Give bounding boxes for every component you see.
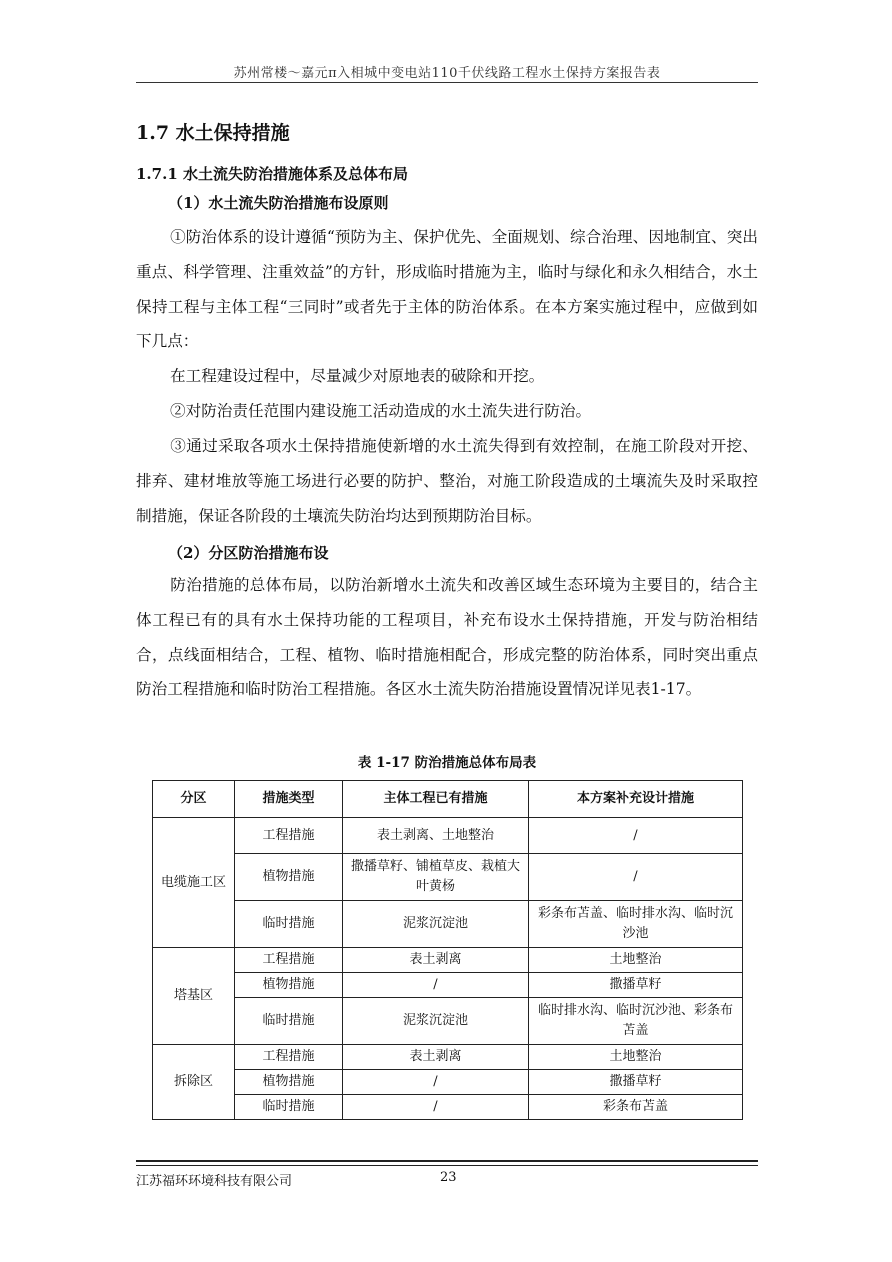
existing-cell: 表土剥离: [343, 948, 529, 973]
measures-table: [152, 780, 743, 1120]
supplement-cell: 临时排水沟、临时沉沙池、彩条布苫盖: [529, 998, 743, 1045]
supplement-cell: 土地整治: [529, 948, 743, 973]
type-cell: 工程措施: [235, 948, 343, 973]
footer-rule-thin: [136, 1165, 758, 1166]
header-rule: [136, 82, 758, 83]
table-row: [153, 1095, 743, 1120]
existing-cell: /: [343, 1070, 529, 1095]
existing-cell: 表土剥离: [343, 1045, 529, 1070]
table-caption: 表 1-17 防治措施总体布局表: [357, 755, 537, 771]
header-existing: 主体工程已有措施: [343, 781, 529, 818]
table-row: [153, 818, 743, 854]
existing-cell: 表土剥离、土地整治: [343, 818, 529, 854]
type-cell: 植物措施: [235, 1070, 343, 1095]
running-header: 苏州常楼～嘉元π入相城中变电站110千伏线路工程水土保持方案报告表: [233, 66, 661, 81]
paragraph-point-3: ③通过采取各项水土保持措施使新增的水土流失得到有效控制，在施工阶段对开挖、排弃、建材堆放等施工场进行必要的防护、整治，对施工阶段造成的土壤流失及时采取控制措施，保证各阶段的土壤流失防治均达到预期防治目标。: [136, 437, 758, 525]
supplement-cell: 撒播草籽: [529, 1070, 743, 1095]
zone-cell: 电缆施工区: [153, 818, 235, 948]
table-row: [153, 948, 743, 973]
section-heading: 1.7 水土保持措施: [136, 122, 290, 144]
table-row: [153, 973, 743, 998]
type-cell: 植物措施: [235, 973, 343, 998]
header-type: 措施类型: [235, 781, 343, 818]
header-supplement: 本方案补充设计措施: [529, 781, 743, 818]
supplement-cell: /: [529, 818, 743, 854]
part2-title: （2）分区防治措施布设: [168, 544, 329, 562]
type-cell: 临时措施: [235, 1095, 343, 1120]
supplement-cell: /: [529, 854, 743, 901]
supplement-cell: 土地整治: [529, 1045, 743, 1070]
type-cell: 临时措施: [235, 998, 343, 1045]
table-row: [153, 1045, 743, 1070]
supplement-cell: 撒播草籽: [529, 973, 743, 998]
type-cell: 工程措施: [235, 818, 343, 854]
table-row: [153, 854, 743, 901]
supplement-cell: 彩条布苫盖、临时排水沟、临时沉沙池: [529, 901, 743, 948]
type-cell: 植物措施: [235, 854, 343, 901]
existing-cell: 泥浆沉淀池: [343, 901, 529, 948]
footer-rule-thick: [136, 1160, 758, 1162]
existing-cell: 撒播草籽、铺植草皮、栽植大叶黄杨: [343, 854, 529, 901]
table-row: [153, 1070, 743, 1095]
existing-cell: /: [343, 973, 529, 998]
table-row: [153, 998, 743, 1045]
paragraph-point-2: ②对防治责任范围内建设施工活动造成的水土流失进行防治。: [170, 402, 592, 420]
page-number: 23: [440, 1170, 457, 1185]
table-header-row: [153, 781, 743, 818]
zone-cell: 塔基区: [153, 948, 235, 1045]
part1-title: （1）水土流失防治措施布设原则: [168, 194, 389, 212]
existing-cell: /: [343, 1095, 529, 1120]
type-cell: 工程措施: [235, 1045, 343, 1070]
header-zone: 分区: [153, 781, 235, 818]
table-row: [153, 901, 743, 948]
paragraph-principles: ①防治体系的设计遵循“预防为主、保护优先、全面规划、综合治理、因地制宜、突出重点、科学管理、注重效益”的方针，形成临时措施为主，临时与绿化和永久相结合，水土保持工程与主体工程“三同时”或者先于主体的防治体系。在本方案实施过程中，应做到如下几点：: [136, 228, 758, 351]
paragraph-point-1: 在工程建设过程中，尽量减少对原地表的破除和开挖。: [170, 367, 545, 385]
zone-cell: 拆除区: [153, 1045, 235, 1120]
type-cell: 临时措施: [235, 901, 343, 948]
subsection-heading: 1.7.1 水土流失防治措施体系及总体布局: [136, 165, 408, 183]
paragraph-layout: 防治措施的总体布局，以防治新增水土流失和改善区域生态环境为主要目的，结合主体工程已有的具有水土保持功能的工程项目，补充布设水土保持措施，开发与防治相结合，点线面相结合，工程、植物、临时措施相配合，形成完整的防治体系，同时突出重点防治工程措施和临时防治工程措施。各区水土流失防治措施设置情况详见表1-17。: [136, 576, 758, 699]
footer-company: 江苏福环环境科技有限公司: [136, 1174, 293, 1189]
supplement-cell: 彩条布苫盖: [529, 1095, 743, 1120]
existing-cell: 泥浆沉淀池: [343, 998, 529, 1045]
